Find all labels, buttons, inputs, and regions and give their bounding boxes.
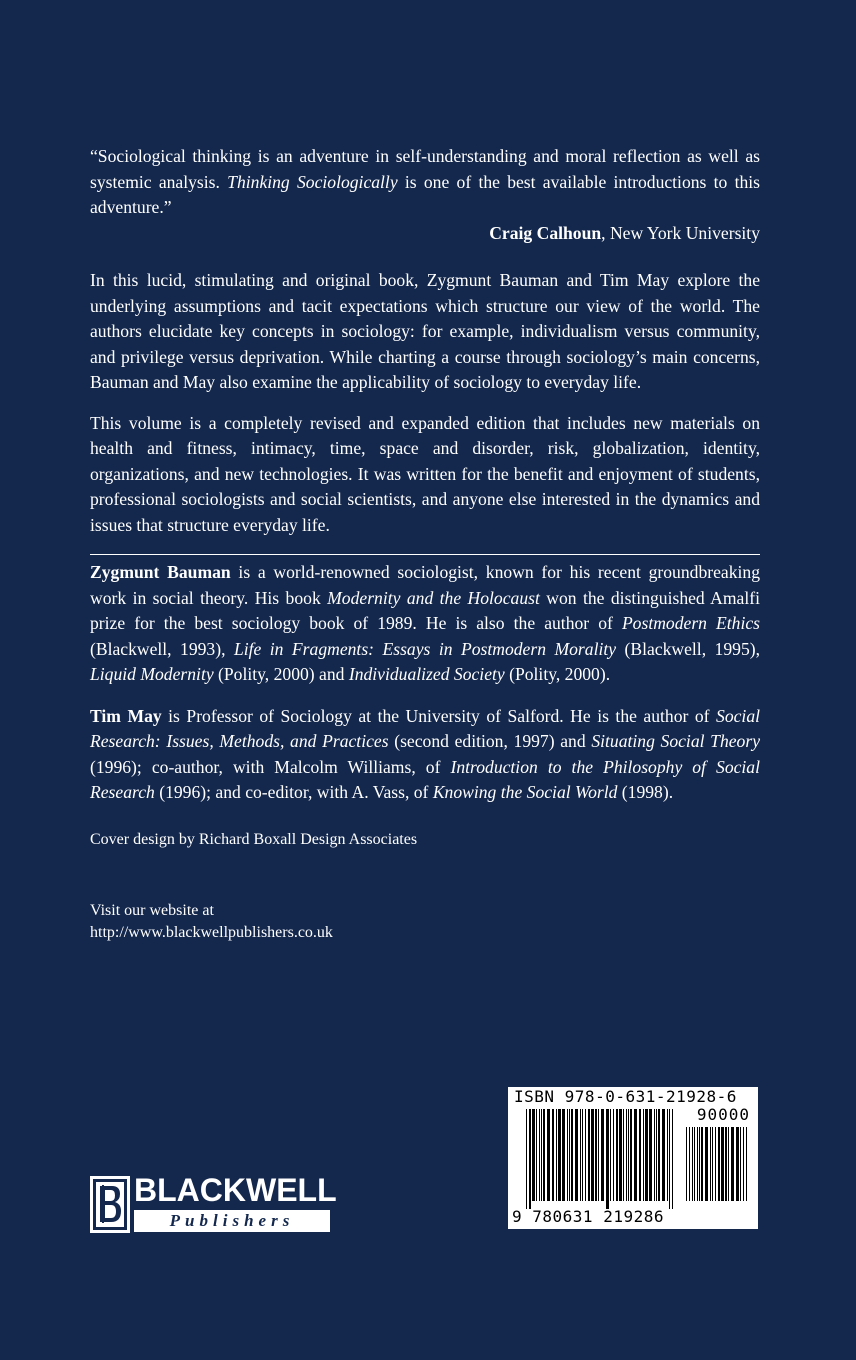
barcode-bar (710, 1127, 711, 1201)
barcode-bar (697, 1127, 698, 1201)
barcode-bar (571, 1109, 573, 1201)
quote-attribution (90, 221, 760, 247)
bio-text: is a world-renowned sociologist, known for his recent groundbreaking work in social theory. His book (90, 562, 760, 608)
barcode-bar (643, 1109, 644, 1201)
barcode-bar (580, 1109, 581, 1201)
ean-digits: 9 780631 219286 (512, 1207, 664, 1226)
barcode-bar (585, 1109, 586, 1201)
barcode-addon-bars (686, 1127, 750, 1209)
book-title: Social Research: Issues, Methods, and Practices (90, 705, 761, 751)
quote-affiliation: , New York University (601, 222, 760, 243)
barcode-bar (619, 1109, 622, 1201)
publisher-name: BLACKWELL (134, 1172, 337, 1208)
barcode-bar (667, 1109, 668, 1201)
book-title: Knowing the Social World (432, 782, 618, 802)
author-name: Zygmunt Bauman (90, 562, 231, 582)
bio-text: (Polity, 2000). (504, 664, 611, 684)
barcode-bar (582, 1109, 583, 1201)
description-paragraph: In this lucid, stimulating and original book, Zygmunt Bauman and Tim May explore the underlying assumptions and tacit expectations which structure our view of the world. The authors elucidate key concepts in sociology: for example, individualism versus community, and privilege versus deprivation. While charting a course through sociology’s main concerns, Bauman and May also examine the applicability of sociology to everyday life. (90, 270, 760, 392)
barcode-bar (692, 1127, 693, 1201)
bio-may (90, 704, 760, 806)
blackwell-b-icon (90, 1176, 130, 1233)
divider (90, 554, 760, 555)
website-label: Visit our website at (90, 902, 214, 919)
barcode-bar (654, 1109, 655, 1201)
barcode-bar (715, 1127, 716, 1201)
barcode-bar (536, 1109, 537, 1201)
quote-text (90, 144, 760, 221)
barcode-bar (662, 1109, 665, 1201)
book-title: Individualized Society (348, 664, 505, 684)
barcode-bar (562, 1109, 565, 1201)
bio-bauman (90, 560, 760, 688)
description-paragraph: This volume is a completely revised and expanded edition that includes new materials on health and fitness, intimacy, time, space and disorder, risk, globalization, identity, organizations, and new technologies. It was written for the benefit and enjoyment of students, professional sociologists and social scientists, and anyone else interested in the dynamics and issues that structure everyday life. (90, 412, 760, 535)
barcode-bar (606, 1109, 609, 1209)
bio-text: (Blackwell, 1993), (90, 638, 234, 659)
barcode-bar (595, 1109, 597, 1201)
bio-text: won the distinguished Amalfi prize for the best sociology book of 1989. He is also the author of (90, 587, 760, 633)
book-title: Postmodern Ethics (621, 613, 761, 633)
barcode-bar (626, 1109, 627, 1201)
barcode-bar (628, 1109, 629, 1201)
bio-text: (1998). (617, 782, 674, 802)
book-title: Life in Fragments: Essays in Postmodern Morality (233, 638, 617, 659)
barcode-bar (728, 1127, 729, 1201)
barcode-bar (543, 1109, 545, 1201)
barcode-bar (588, 1109, 590, 1201)
price-addon-label: 90000 (696, 1105, 750, 1124)
barcode-bar (658, 1109, 660, 1201)
barcode-bar (539, 1109, 540, 1201)
bio-text: (Polity, 2000) and (213, 664, 349, 684)
barcode-bar (613, 1109, 614, 1201)
barcode-bar (601, 1109, 604, 1201)
barcode-bar (556, 1109, 557, 1201)
barcode-bar (529, 1109, 531, 1209)
barcode-bar (699, 1127, 700, 1201)
barcode-bar (547, 1109, 550, 1201)
book-title: Situating Social Theory (591, 731, 761, 751)
barcode-bar (616, 1109, 618, 1201)
quote-author: Craig Calhoun (489, 222, 602, 243)
barcode-bars (526, 1109, 676, 1209)
barcode-bar (552, 1109, 554, 1201)
barcode-bar (649, 1109, 652, 1201)
publisher-subtitle: Publishers (134, 1210, 330, 1232)
barcode-bar (541, 1109, 542, 1201)
barcode-bar (743, 1127, 744, 1201)
bio-text: (Blackwell, 1995), (616, 638, 760, 659)
author-bios (90, 560, 760, 822)
book-title: Modernity and the Holocaust (327, 587, 540, 608)
barcode-bar (689, 1127, 690, 1201)
barcode-bar (569, 1109, 570, 1201)
endorsement-quote (90, 144, 760, 246)
barcode-bar (718, 1127, 720, 1201)
barcode-bar (623, 1109, 624, 1201)
barcode-bar (656, 1109, 657, 1201)
barcode-bar (721, 1127, 724, 1201)
barcode-bar (672, 1109, 673, 1209)
isbn-barcode (508, 1087, 758, 1229)
barcode-bar (736, 1127, 739, 1201)
website-info (90, 900, 333, 944)
quote-book-title: Thinking Sociologically (227, 171, 398, 192)
barcode-bar (694, 1127, 695, 1201)
barcode-bar (725, 1127, 727, 1201)
bio-text: (1996); and co-editor, with A. Vass, of (154, 782, 433, 802)
barcode-bar (712, 1127, 713, 1201)
barcode-bar (701, 1127, 703, 1201)
bio-text: (1996); co-author, with Malcolm Williams, of (90, 756, 451, 777)
barcode-bar (634, 1109, 637, 1201)
isbn-label: ISBN 978-0-631-21928-6 (514, 1087, 737, 1106)
barcode-bar (558, 1109, 561, 1201)
barcode-bar (567, 1109, 568, 1201)
book-title: Introduction to the Philosophy of Social Research (90, 756, 760, 802)
author-name: Tim May (90, 705, 162, 726)
barcode-bar (591, 1109, 594, 1201)
barcode-bar (610, 1109, 611, 1201)
book-description (90, 268, 760, 553)
barcode-bar (669, 1109, 670, 1209)
barcode-bar (639, 1109, 641, 1201)
bio-text: is Professor of Sociology at the University of Salford. He is the author of (161, 705, 717, 726)
barcode-bar (740, 1127, 741, 1201)
barcode-bar (526, 1109, 527, 1209)
quote-text-part: is one of the best available introductions to this adventure.” (90, 171, 761, 217)
barcode-bar (645, 1109, 648, 1201)
barcode-bar (746, 1127, 747, 1201)
barcode-bar (532, 1109, 535, 1201)
website-url[interactable]: http://www.blackwellpublishers.co.uk (90, 924, 333, 941)
barcode-bar (598, 1109, 599, 1201)
barcode-bar (705, 1127, 708, 1201)
barcode-bar (731, 1127, 734, 1201)
cover-design-credit: Cover design by Richard Boxall Design Associates (90, 831, 418, 848)
book-title: Liquid Modernity (90, 664, 214, 684)
barcode-bar (630, 1109, 632, 1201)
bio-text: (second edition, 1997) and (388, 731, 592, 751)
quote-text-part: “Sociological thinking is an adventure in self-understanding and moral reflection as well as systemic analysis. (90, 146, 760, 192)
publisher-logo (90, 1172, 337, 1234)
barcode-bar (575, 1109, 578, 1201)
barcode-bar (686, 1127, 687, 1201)
